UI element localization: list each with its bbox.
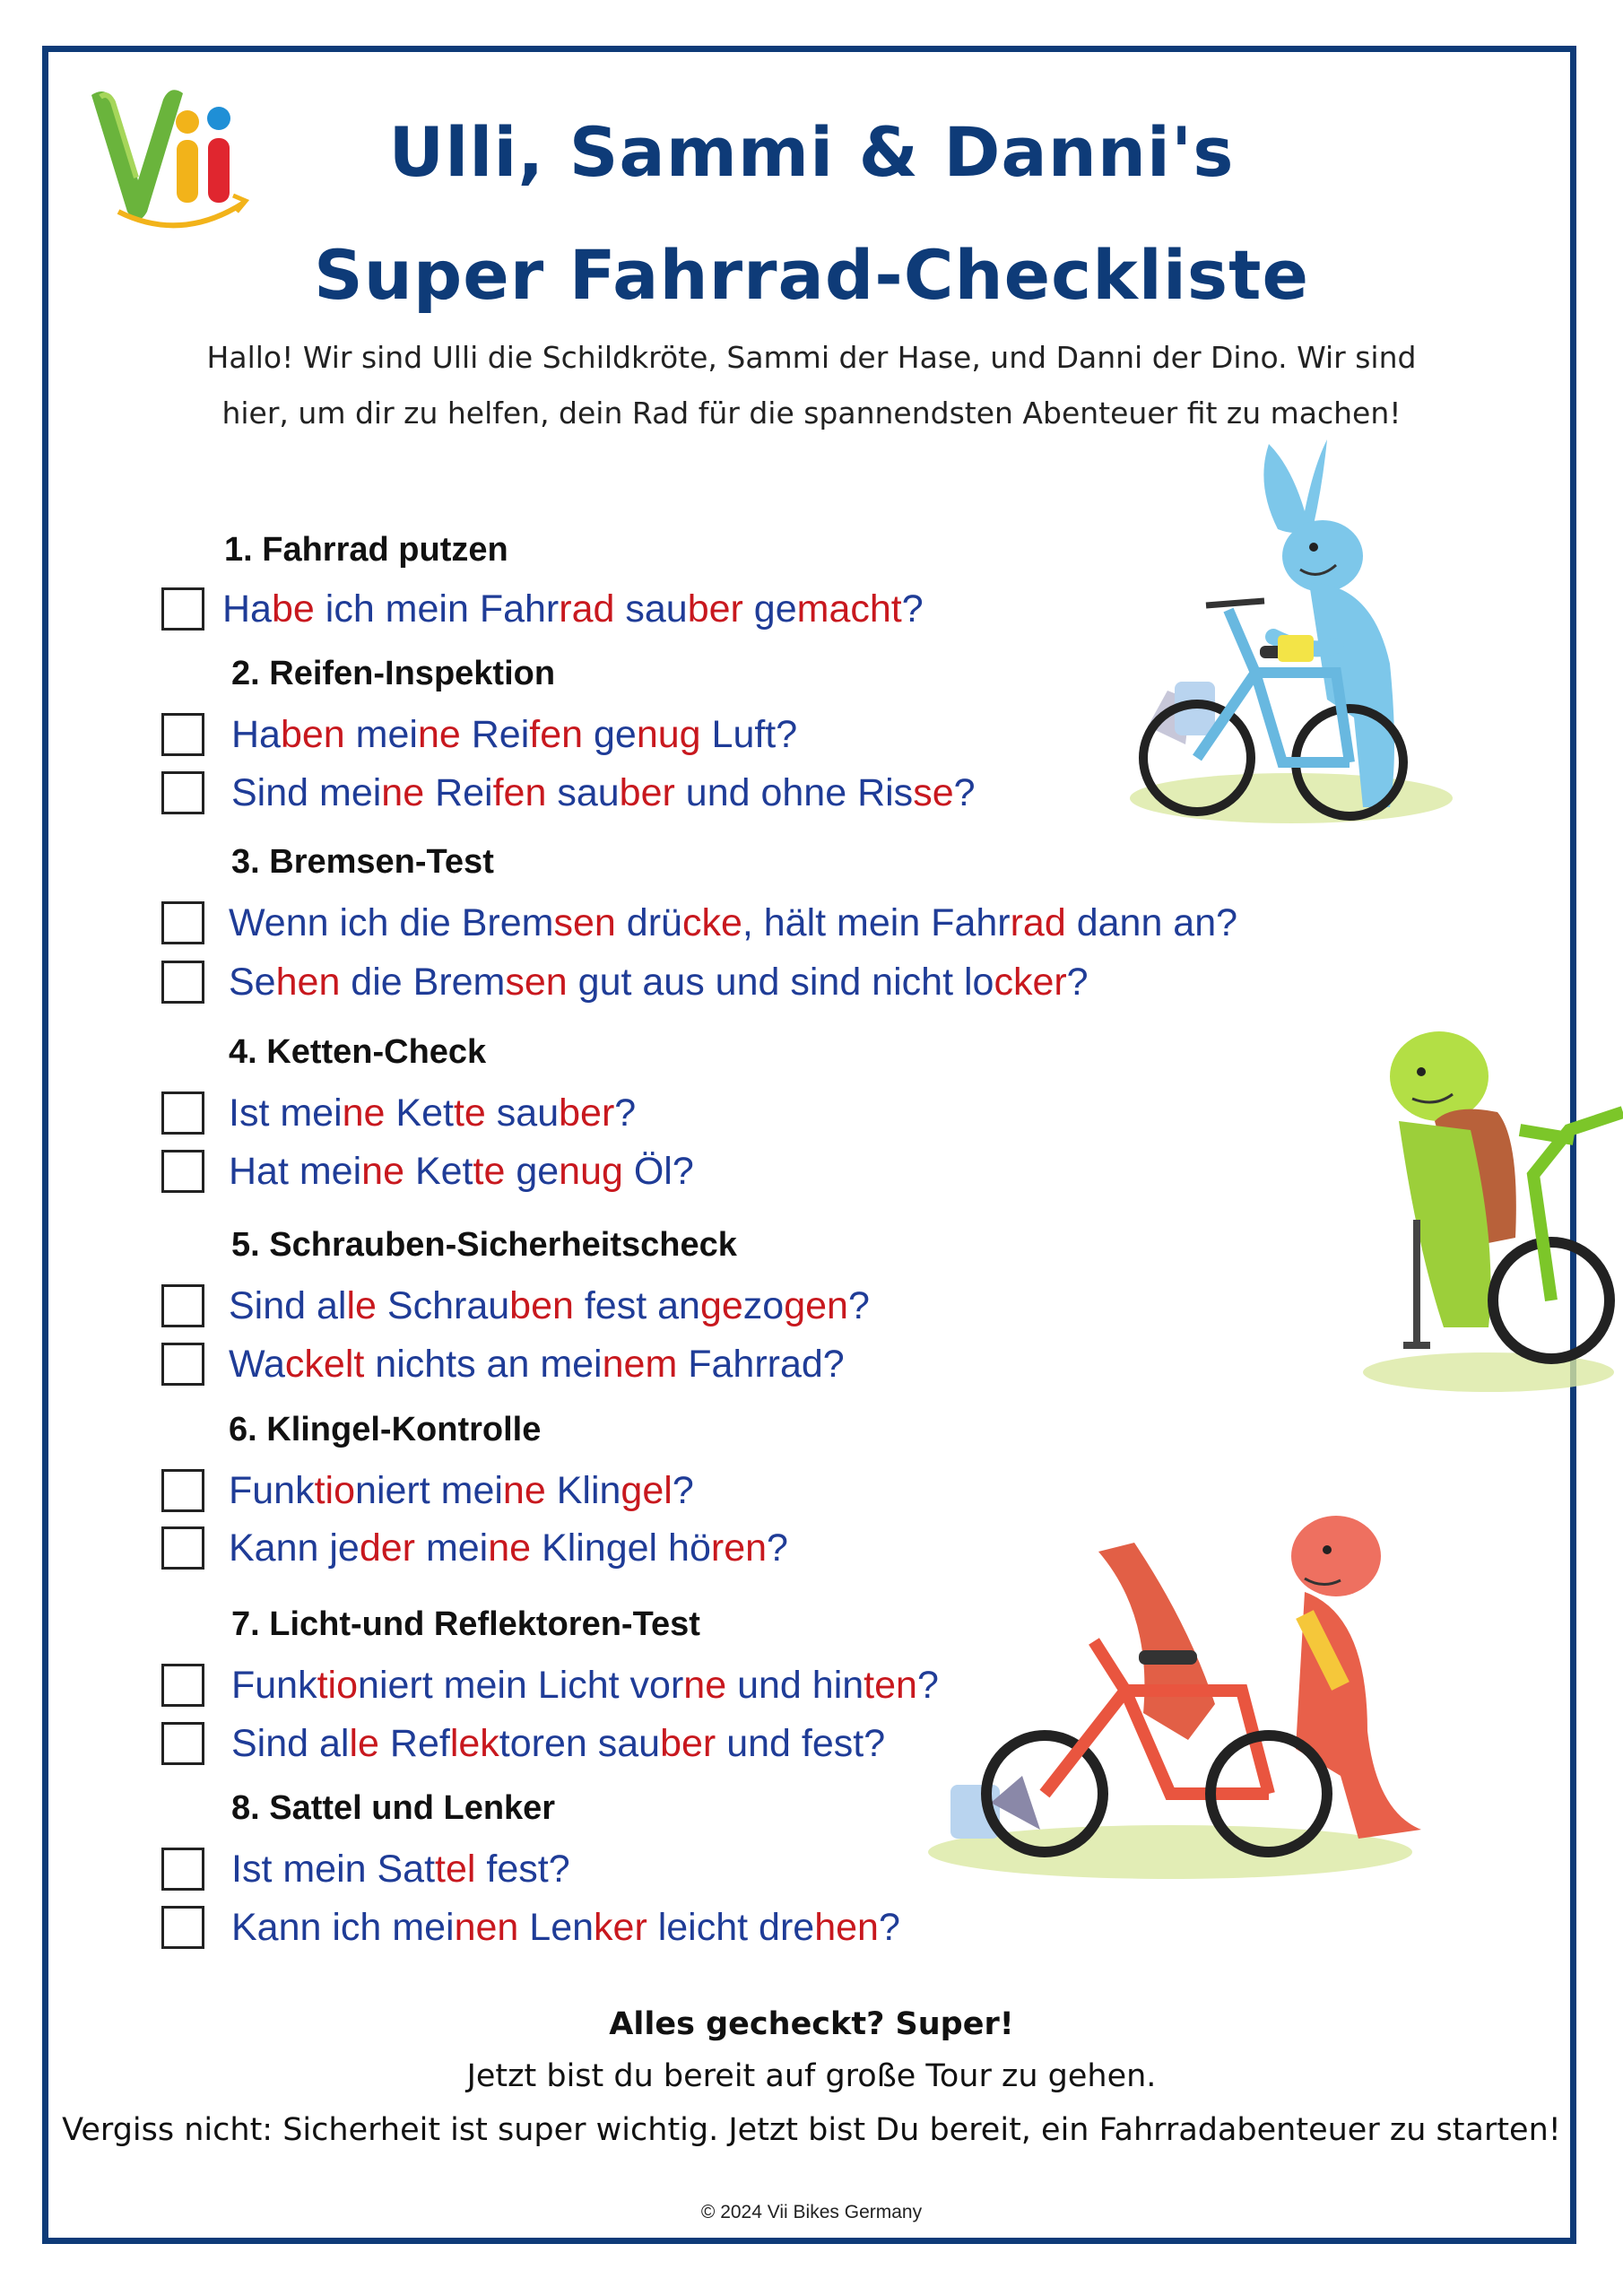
footer-line-2: Jetzt bist du bereit auf große Tour zu gehen.: [466, 2058, 1157, 2094]
checklist-item: [161, 709, 1148, 761]
question-segment: nug: [559, 1150, 623, 1193]
question-segment: ber: [559, 1091, 615, 1135]
question-segment: sen: [553, 901, 616, 944]
section-title: 4. Ketten-Check: [229, 1033, 487, 1071]
checklist-item: [161, 1338, 1148, 1390]
section-title: 8. Sattel und Lenker: [231, 1789, 556, 1827]
question-segment: Kann je: [229, 1526, 360, 1570]
checklist-item: [161, 956, 1148, 1008]
checklist-question: [229, 1087, 636, 1139]
question-segment: ?: [614, 1091, 637, 1135]
question-segment: ne: [381, 771, 425, 814]
question-segment: ren: [710, 1526, 768, 1570]
section-title: 2. Reifen-Inspektion: [231, 655, 556, 692]
question-segment: Len: [518, 1906, 595, 1949]
checkbox[interactable]: [161, 961, 204, 1004]
question-segment: ?: [847, 1284, 870, 1327]
question-segment: ge: [699, 1284, 743, 1327]
question-segment: Ist mein Sat: [231, 1848, 436, 1891]
question-segment: fen: [529, 713, 584, 756]
question-segment: Klingel hö: [531, 1526, 711, 1570]
question-segment: niert mei: [355, 1469, 503, 1512]
question-segment: Klin: [545, 1469, 621, 1512]
question-segment: gen: [784, 1284, 848, 1327]
question-segment: ?: [916, 1664, 939, 1707]
checklist-item: [161, 1280, 1148, 1332]
question-segment: Sind al: [231, 1722, 350, 1765]
footer-line-3: Vergiss nicht: Sicherheit ist super wichtig. Jetzt bist Du bereit, ein Fahrradabenteuer zu starten!: [62, 2112, 1561, 2148]
question-segment: toren: [499, 1722, 587, 1765]
question-segment: ne: [417, 713, 461, 756]
question-segment: ich mein Fahr: [314, 587, 560, 631]
section-title: 5. Schrauben-Sicherheitscheck: [231, 1226, 737, 1264]
question-segment: nichts an mei: [364, 1343, 603, 1386]
question-segment: sau: [614, 587, 688, 631]
question-segment: Ist mei: [229, 1091, 343, 1135]
checklist-item: [161, 1901, 1148, 1953]
question-segment: rad: [1010, 901, 1066, 944]
checkbox[interactable]: [161, 1284, 204, 1327]
question-segment: mei: [344, 713, 418, 756]
checkbox[interactable]: [161, 713, 204, 756]
checklist-question: [231, 1718, 885, 1770]
checklist-question: [229, 1145, 694, 1197]
question-segment: tio: [314, 1469, 356, 1512]
copyright: © 2024 Vii Bikes Germany: [700, 2202, 923, 2222]
question-segment: Luft?: [700, 713, 798, 756]
question-segment: gut aus und sind nicht lo: [567, 961, 994, 1004]
question-segment: Ket: [404, 1150, 473, 1193]
question-segment: ?: [901, 587, 924, 631]
question-segment: Wenn ich die Brem: [229, 901, 554, 944]
question-segment: Rei: [460, 713, 530, 756]
question-segment: ben: [280, 713, 345, 756]
question-segment: ten: [864, 1664, 917, 1707]
question-segment: ge: [583, 713, 637, 756]
question-segment: und ohne Ris: [674, 771, 914, 814]
checklist-question: [229, 1280, 870, 1332]
section-title: 1. Fahrrad putzen: [224, 531, 508, 569]
checklist-question: [222, 583, 924, 635]
checklist-question: [229, 1522, 788, 1574]
question-segment: nug: [636, 713, 701, 756]
question-segment: ker: [594, 1906, 647, 1949]
question-segment: leicht dre: [647, 1906, 815, 1949]
question-segment: Se: [229, 961, 276, 1004]
checkbox[interactable]: [161, 1150, 204, 1193]
question-segment: Kann ich mei: [231, 1906, 455, 1949]
question-segment: ?: [878, 1906, 900, 1949]
checkbox[interactable]: [161, 1469, 204, 1512]
question-segment: ne: [683, 1664, 727, 1707]
checklist-question: [231, 709, 797, 761]
question-segment: Ha: [231, 713, 281, 756]
question-segment: lek: [449, 1722, 499, 1765]
checkbox[interactable]: [161, 1343, 204, 1386]
checklist-question: [231, 767, 976, 819]
question-segment: drü: [615, 901, 682, 944]
question-segment: be: [271, 587, 315, 631]
question-segment: ber: [619, 771, 675, 814]
question-segment: Ha: [222, 587, 272, 631]
question-segment: hen: [275, 961, 341, 1004]
question-segment: cker: [994, 961, 1067, 1004]
question-segment: tio: [317, 1664, 359, 1707]
title-line-1: Ulli, Sammi & Danni's: [388, 112, 1235, 192]
checklist-item: [161, 1145, 1148, 1197]
checklist-question: [229, 956, 1089, 1008]
question-segment: Rei: [424, 771, 493, 814]
question-segment: , hält mein Fahr: [742, 901, 1011, 944]
question-segment: ben: [509, 1284, 574, 1327]
question-segment: mei: [415, 1526, 489, 1570]
question-segment: Ket: [385, 1091, 454, 1135]
question-segment: hen: [814, 1906, 879, 1949]
question-segment: Ref: [378, 1722, 450, 1765]
intro-text: [179, 330, 1444, 441]
section-title: 3. Bremsen-Test: [231, 843, 494, 881]
question-segment: nen: [454, 1906, 519, 1949]
question-segment: sau: [546, 771, 620, 814]
intro-line-2: hier, um dir zu helfen, dein Rad für die spannendsten Abenteuer fit zu machen!: [221, 396, 1402, 430]
checklist-question: [229, 897, 1237, 949]
checklist-question: [231, 1659, 939, 1711]
checklist-question: [229, 1465, 694, 1517]
checklist-item: [161, 897, 1238, 949]
turtle-bike-illustration: [1363, 1022, 1623, 1399]
checklist-question: [231, 1843, 570, 1895]
footer-headline: Alles gecheckt? Super!: [609, 2006, 1014, 2042]
question-segment: macht: [796, 587, 902, 631]
checkbox[interactable]: [161, 1906, 204, 1949]
question-segment: te: [453, 1091, 486, 1135]
question-segment: nem: [602, 1343, 678, 1386]
question-segment: rad: [559, 587, 615, 631]
question-segment: ne: [488, 1526, 532, 1570]
question-segment: le: [346, 1284, 377, 1327]
question-segment: sau: [586, 1722, 661, 1765]
question-segment: Fahrrad?: [677, 1343, 845, 1386]
question-segment: cke: [681, 901, 742, 944]
question-segment: ge: [742, 587, 797, 631]
checkbox[interactable]: [161, 1664, 204, 1707]
question-segment: fen: [492, 771, 547, 814]
section-title: 6. Klingel-Kontrolle: [229, 1411, 542, 1448]
question-segment: und fest?: [716, 1722, 886, 1765]
question-segment: zo: [742, 1284, 785, 1327]
checkbox[interactable]: [161, 1722, 204, 1765]
question-segment: Funk: [229, 1469, 315, 1512]
question-segment: gel: [621, 1469, 673, 1512]
question-segment: Wa: [229, 1343, 285, 1386]
question-segment: und hin: [726, 1664, 864, 1707]
question-segment: le: [349, 1722, 379, 1765]
question-segment: Öl?: [622, 1150, 694, 1193]
question-segment: Hat mei: [229, 1150, 362, 1193]
question-segment: se: [913, 771, 954, 814]
question-segment: ber: [660, 1722, 716, 1765]
title-line-2: Super Fahrrad-Checkliste: [313, 235, 1309, 315]
checklist-question: [231, 1901, 900, 1953]
checkbox[interactable]: [161, 1526, 204, 1570]
question-segment: dann an?: [1065, 901, 1238, 944]
question-segment: Sind mei: [231, 771, 382, 814]
checklist-item: [161, 767, 1148, 819]
question-segment: fest an: [573, 1284, 700, 1327]
checkbox[interactable]: [161, 1848, 204, 1891]
checklist-question: [229, 1338, 845, 1390]
question-segment: ne: [502, 1469, 546, 1512]
checkbox[interactable]: [161, 901, 204, 944]
question-segment: ?: [767, 1526, 788, 1570]
question-segment: te: [473, 1150, 506, 1193]
question-segment: tel: [435, 1848, 476, 1891]
question-segment: ne: [361, 1150, 404, 1193]
checklist-item: [161, 1087, 1148, 1139]
question-segment: sen: [505, 961, 568, 1004]
intro-line-1: Hallo! Wir sind Ulli die Schildkröte, Sammi der Hase, und Danni der Dino. Wir sind: [206, 340, 1417, 375]
question-segment: Funk: [231, 1664, 317, 1707]
question-segment: der: [359, 1526, 415, 1570]
section-title: 7. Licht-und Reflektoren-Test: [231, 1605, 700, 1643]
question-segment: ?: [953, 771, 976, 814]
question-segment: ?: [672, 1469, 694, 1512]
question-segment: ber: [687, 587, 743, 631]
rabbit-bike-illustration: [1121, 430, 1475, 843]
checkbox[interactable]: [161, 1091, 204, 1135]
dino-bike-illustration: [916, 1507, 1448, 1883]
question-segment: ne: [342, 1091, 386, 1135]
question-segment: fest?: [475, 1848, 570, 1891]
checklist-item: [161, 583, 1148, 635]
checkbox[interactable]: [161, 771, 204, 814]
question-segment: Sind al: [229, 1284, 347, 1327]
question-segment: ckelt: [284, 1343, 365, 1386]
question-segment: die Brem: [340, 961, 506, 1004]
question-segment: sau: [485, 1091, 560, 1135]
checkbox[interactable]: [161, 587, 204, 631]
question-segment: niert mein Licht vor: [358, 1664, 684, 1707]
question-segment: Schrau: [376, 1284, 510, 1327]
question-segment: ?: [1066, 961, 1089, 1004]
question-segment: ge: [505, 1150, 560, 1193]
